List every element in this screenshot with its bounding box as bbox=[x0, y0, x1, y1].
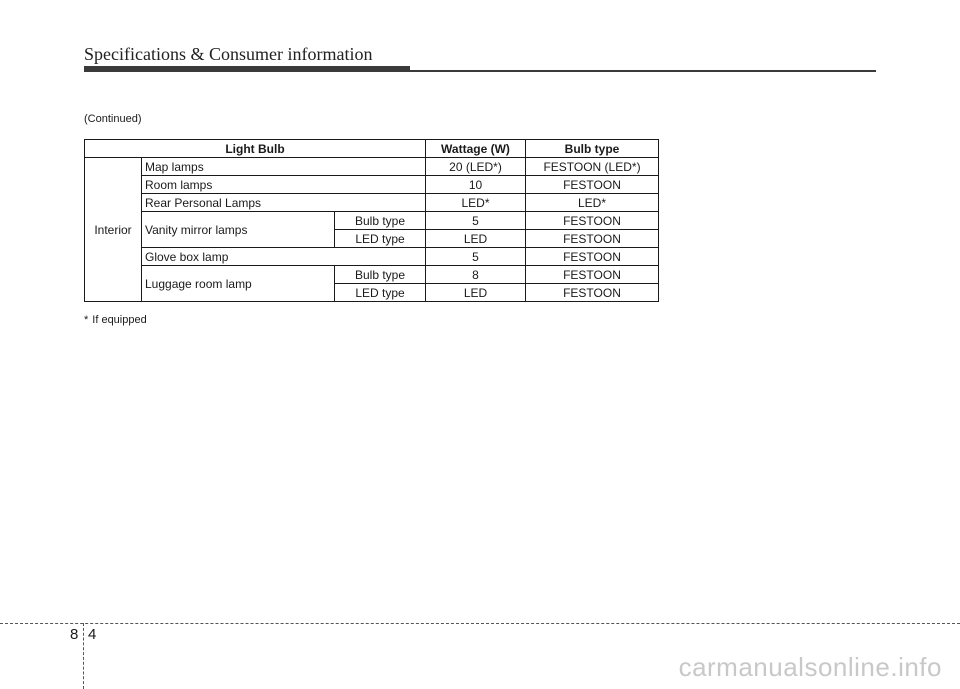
table-row bbox=[85, 212, 659, 230]
row-wattage: LED bbox=[426, 284, 526, 302]
page-number-divider bbox=[83, 623, 84, 689]
row-name: Rear Personal Lamps bbox=[142, 194, 426, 212]
continued-label: (Continued) bbox=[84, 113, 142, 125]
row-bulb-type: FESTOON bbox=[526, 248, 659, 266]
row-sub-label: LED type bbox=[335, 230, 426, 248]
footnote-star: * bbox=[84, 314, 89, 326]
footnote-text: If equipped bbox=[92, 314, 147, 326]
row-bulb-type: FESTOON bbox=[526, 230, 659, 248]
row-bulb-type: FESTOON bbox=[526, 212, 659, 230]
table-row bbox=[85, 248, 659, 266]
footnote bbox=[84, 314, 147, 326]
row-sub-label: Bulb type bbox=[335, 266, 426, 284]
row-name: Luggage room lamp bbox=[142, 266, 335, 302]
row-name: Room lamps bbox=[142, 176, 426, 194]
row-bulb-type: FESTOON bbox=[526, 266, 659, 284]
row-name: Vanity mirror lamps bbox=[142, 212, 335, 248]
table-row bbox=[85, 194, 659, 212]
row-bulb-type: LED* bbox=[526, 194, 659, 212]
page-title: Specifications & Consumer information bbox=[84, 44, 373, 64]
table-row bbox=[85, 158, 659, 176]
row-sub-label: LED type bbox=[335, 284, 426, 302]
row-bulb-type: FESTOON bbox=[526, 284, 659, 302]
page-chapter: 8 bbox=[70, 626, 79, 643]
row-wattage: LED bbox=[426, 230, 526, 248]
row-name: Glove box lamp bbox=[142, 248, 426, 266]
header-wattage: Wattage (W) bbox=[426, 140, 526, 158]
watermark: carmanualsonline.info bbox=[678, 652, 942, 682]
header-rule-thick bbox=[84, 66, 410, 72]
header-rule-thin bbox=[410, 70, 876, 72]
row-wattage: 10 bbox=[426, 176, 526, 194]
row-wattage: 20 (LED*) bbox=[426, 158, 526, 176]
group-interior: Interior bbox=[85, 158, 142, 302]
bulb-spec-table bbox=[84, 139, 659, 302]
row-wattage: 5 bbox=[426, 212, 526, 230]
page-number: 4 bbox=[88, 626, 97, 643]
header-light-bulb: Light Bulb bbox=[85, 140, 426, 158]
table-row bbox=[85, 176, 659, 194]
bottom-divider bbox=[0, 623, 960, 624]
table-header-row bbox=[85, 140, 659, 158]
row-name: Map lamps bbox=[142, 158, 426, 176]
header-bulb-type: Bulb type bbox=[526, 140, 659, 158]
row-bulb-type: FESTOON bbox=[526, 176, 659, 194]
row-sub-label: Bulb type bbox=[335, 212, 426, 230]
row-wattage: 5 bbox=[426, 248, 526, 266]
row-wattage: LED* bbox=[426, 194, 526, 212]
table-row bbox=[85, 266, 659, 284]
row-wattage: 8 bbox=[426, 266, 526, 284]
row-bulb-type: FESTOON (LED*) bbox=[526, 158, 659, 176]
